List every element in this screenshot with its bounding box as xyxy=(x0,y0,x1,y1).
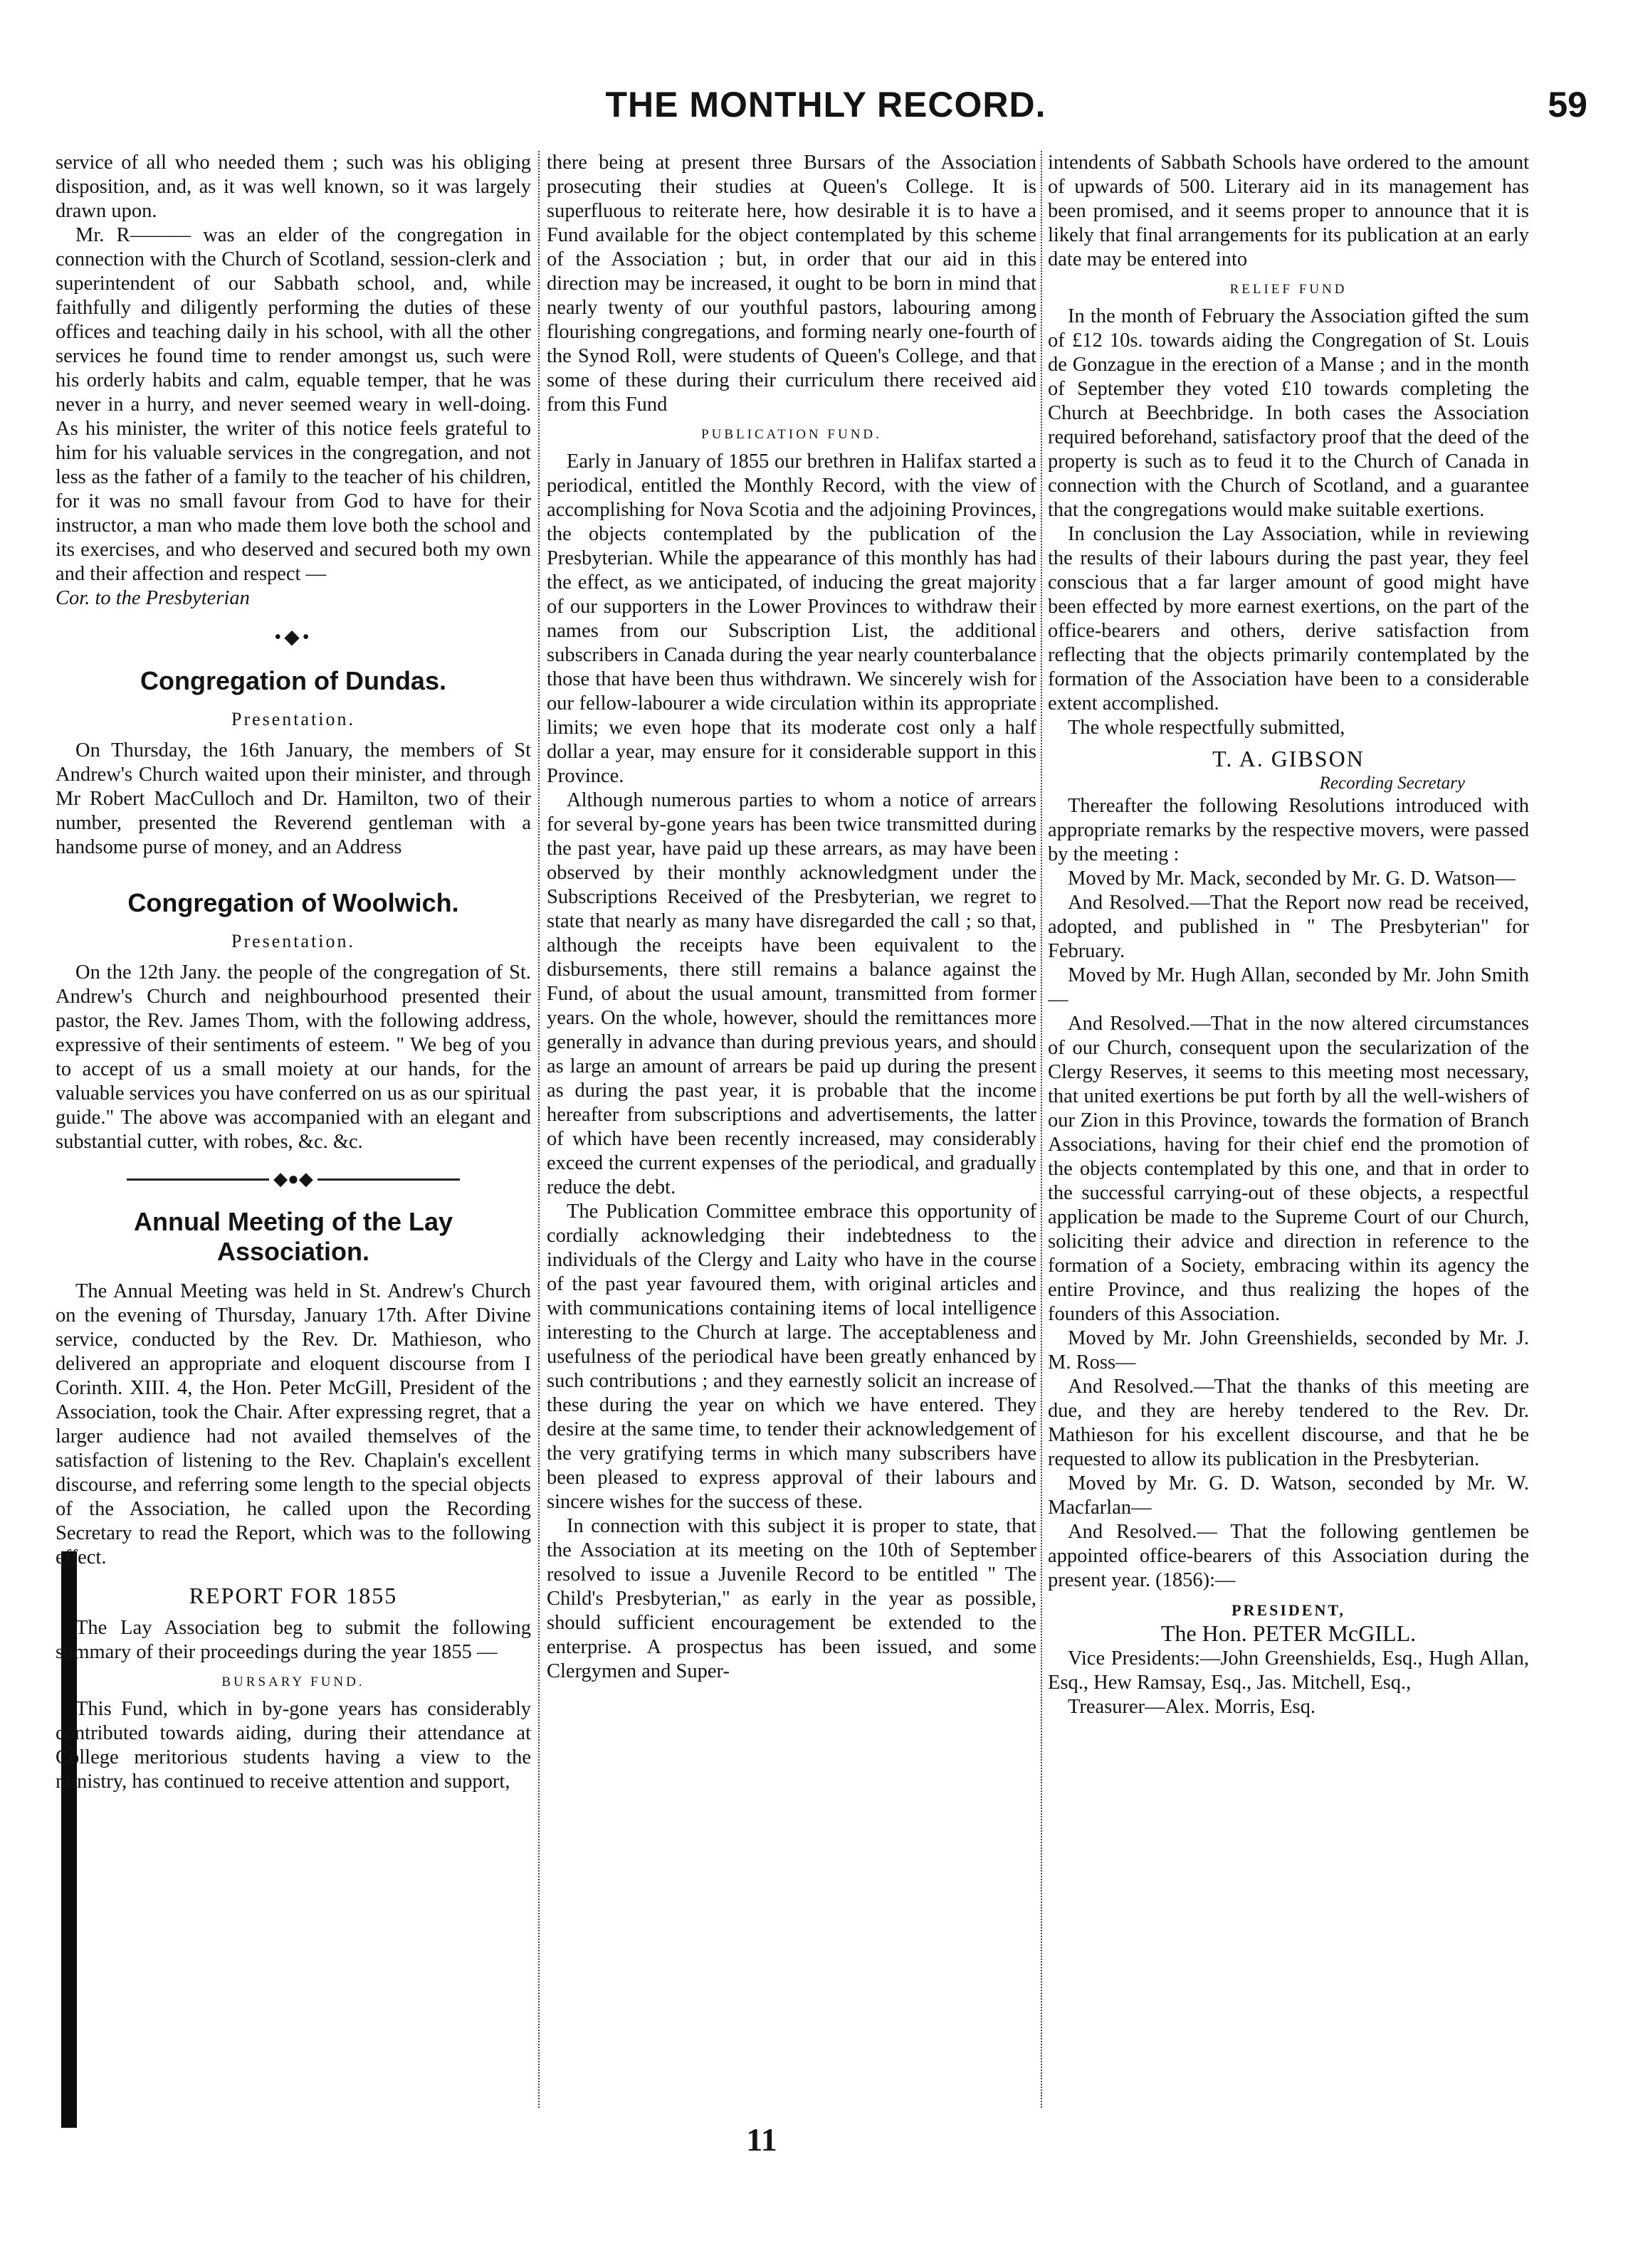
woolwich-paragraph: On the 12th Jany. the people of the congregation of St. Andrew's Church and neighbourhood presented their pastor, the Rev. James Thom, with the following address, expressive of their sentiments of esteem. " We beg of you to accept of us a small moiety at our hands, for the valuable services you have conferred on us as our spiritual guide." The above was accompanied with an elegant and substantial cutter, with robes, &c. &c. xyxy=(56,961,531,1153)
ornament-center: ◆●◆ xyxy=(273,1169,313,1189)
column-rule-2 xyxy=(1041,151,1042,2108)
motion-2: Moved by Mr. Hugh Allan, seconded by Mr. John Smith— xyxy=(1048,964,1529,1011)
column-rule-1 xyxy=(538,151,540,2108)
resolution-1: And Resolved.—That the Report now read be received, adopted, and published in " The Presbyterian" for February. xyxy=(1048,892,1529,962)
publication-paragraph-3: The Publication Committee embrace this opportunity of cordially acknowledging their indebtedness to the individuals of the Clergy and Laity who have in the course of the past year favoured them, with original articles and with communications containing items of local intelligence interesting to the Church at large. The acceptableness and usefulness of the periodical have been greatly enhanced by such contributions ; and they earnestly solicit an increase of these during the year on which we have entered. They desire at the same time, to tender their acknowledgement of the very gratifying terms in which many subscribers have been pleased to express approval of their labours and sincere wishes for the success of these. xyxy=(547,1201,1036,1513)
signature-title: Recording Secretary xyxy=(1319,774,1465,793)
relief-heading: RELIEF FUND xyxy=(1229,282,1348,297)
lay-association-heading: Annual Meeting of the Lay Association. xyxy=(133,1207,453,1266)
president-title: PRESIDENT, xyxy=(1231,1601,1345,1619)
motion-3: Moved by Mr. John Greenshields, seconded by Mr. J. M. Ross— xyxy=(1048,1327,1529,1373)
obituary-source-text: Cor. to the Presbyterian xyxy=(56,587,250,609)
column-3 xyxy=(1048,151,1529,2115)
obituary-paragraph-1: service of all who needed them ; such was his obliging disposition, and, as it was well known, so it was largely drawn upon. xyxy=(56,152,531,222)
report-paragraph: The Lay Association beg to submit the following summary of their proceedings during the year 1855 — xyxy=(56,1617,531,1663)
ornament-dash-right xyxy=(317,1178,460,1181)
publication-heading: PUBLICATION FUND. xyxy=(701,427,882,442)
obituary-paragraph-2: Mr. R——— was an elder of the congregation in connection with the Church of Scotland, session-clerk and superintendent of our Sabbath school, and, while faithfully and diligently performing the duties of these offices and teaching daily in his school, with all the other services he found time to render amongst us, such were his orderly habits and calm, equable temper, that he was never in a hurry, and never seemed weary in well-doing. As his minister, the writer of this notice feels grateful to him for his valuable services in the congregation, and not less as the father of a family to the teacher of his children, for it was no small favour from God to have for their instructor, a man who made them love both the school and its exercises, and who deserved and secured both my own and their affection and respect — xyxy=(56,224,531,585)
page-header xyxy=(0,84,1628,141)
running-title: THE MONTHLY RECORD. xyxy=(605,85,1046,125)
signature-mark: 11 xyxy=(746,2121,777,2158)
obituary-source xyxy=(56,586,531,611)
submitted-line: The whole respectfully submitted, xyxy=(1068,717,1345,739)
section-ornament-line xyxy=(56,1169,531,1190)
resolutions-intro: Thereafter the following Resolutions introduced with appropriate remarks by the respective movers, were passed by the meeting : xyxy=(1048,795,1529,865)
publication-continued-paragraph: intendents of Sabbath Schools have ordered to the amount of upwards of 500. Literary aid in its management has been promised, and it seems proper to announce that it is likely that final arrangements for its publication at an early date may be entered into xyxy=(1048,152,1529,270)
signature-name: T. A. GIBSON xyxy=(1212,746,1365,771)
publication-paragraph-2: Although numerous parties to whom a notice of arrears for several by-gone years has been twice transmitted during the past year, have paid up these arrears, as may have been observed by their monthly acknowledgment under the Subscriptions Received of the Presbyterian, we regret to state that nearly as many have disregarded the call ; so that, although the receipts have been equivalent to the disbursements, there still remains a balance against the Fund, of about the usual amount, transmitted from former years. On the whole, however, should the remittances more generally in advance than during previous years, and should as large an amount of arrears be paid up during the present as during the past year, it is probable that the income hereafter from subscriptions and advertisements, the latter of which have been recently increased, may considerably exceed the current expenses of the periodical, and gradually reduce the debt. xyxy=(547,789,1036,1198)
resolution-3: And Resolved.—That the thanks of this meeting are due, and they are hereby tendered to the Rev. Dr. Mathieson for his excellent discourse, and that he be requested to allow its publication in the Presbyterian. xyxy=(1048,1376,1529,1470)
report-heading: REPORT FOR 1855 xyxy=(189,1583,398,1608)
woolwich-subheading: Presentation. xyxy=(231,931,356,951)
vice-presidents: Vice Presidents:—John Greenshields, Esq., Hugh Allan, Esq., Hew Ramsay, Esq., Jas. Mitchell, Esq., xyxy=(1048,1647,1529,1694)
dundas-heading: Congregation of Dundas. xyxy=(140,666,446,695)
treasurer: Treasurer—Alex. Morris, Esq. xyxy=(1068,1696,1316,1718)
president-name: The Hon. PETER McGILL. xyxy=(1160,1620,1417,1646)
dundas-paragraph: On Thursday, the 16th January, the members of St Andrew's Church waited upon their minister, and through Mr Robert MacCulloch and Dr. Hamilton, two of their number, presented the Reverend gentleman with a handsome purse of money, and an Address xyxy=(56,739,531,858)
bursary-paragraph: This Fund, which in by-gone years has considerably contributed towards aiding, during their attendance at College meritorious students having a view to the ministry, has continued to receive attention and support, xyxy=(56,1698,531,1793)
bursary-continued-paragraph: there being at present three Bursars of the Association prosecuting their studies at Queen's College. It is superfluous to reiterate here, how desirable it is to have a Fund available for the object contemplated by this scheme of the Association ; but, in order that our aid in this direction may be increased, it ought to be born in mind that nearly twenty of our youthful pastors, labouring among flourishing congregations, and forming nearly one-fourth of the Synod Roll, were students of Queen's College, and that some of these during their curriculum there received aid from this Fund xyxy=(547,152,1036,416)
page-number: 59 xyxy=(1548,85,1587,125)
section-ornament: •◆• xyxy=(274,626,313,648)
relief-paragraph-1: In the month of February the Association gifted the sum of £12 10s. towards aiding the Congregation of St. Louis de Gonzague in the erection of a Manse ; and in the month of September they voted £10 towards completing the Church at Beechbridge. In both cases the Association required beforehand, satisfactory proof that the deed of the property is such as to feud it to the Church of Canada in connection with the Church of Scotland, and a guarantee that the congregations would make suitable exertions. xyxy=(1048,305,1529,521)
relief-paragraph-2: In conclusion the Lay Association, while in reviewing the results of their labours during the past year, they feel conscious that a far larger amount of good might have been effected by more earnest exertions, on the part of the office-bearers and others, derive satisfaction from reflecting that the objects primarily contemplated by the formation of the Association have been to a considerable extent accomplished. xyxy=(1048,523,1529,714)
column-2 xyxy=(547,151,1036,2115)
column-1 xyxy=(56,151,531,2115)
lay-association-paragraph: The Annual Meeting was held in St. Andrew's Church on the evening of Thursday, January 17th. After Divine service, conducted by the Rev. Dr. Mathieson, who delivered an appropriate and eloquent discourse from I Corinth. XIII. 4, the Hon. Peter McGill, President of the Association, took the Chair. After expressing regret, that a larger audience had not availed themselves of the satisfaction of listening to the Rev. Chaplain's excellent discourse, and referring some length to the special objects of the Association, he called upon the Recording Secretary to read the Report, which was to the following effect. xyxy=(56,1280,531,1568)
dundas-subheading: Presentation. xyxy=(231,709,356,729)
motion-1: Moved by Mr. Mack, seconded by Mr. G. D. Watson— xyxy=(1068,867,1516,890)
resolution-4: And Resolved.— That the following gentlemen be appointed office-bearers of this Association during the present year. (1856):— xyxy=(1048,1521,1529,1591)
publication-paragraph-4: In connection with this subject it is proper to state, that the Association at its meeting on the 10th of September resolved to issue a Juvenile Record to be entitled " The Child's Presbyterian," as early in the year as possible, should sufficient encouragement be extended to the enterprise. A prospectus has been issued, and some Clergymen and Super- xyxy=(547,1515,1036,1682)
bursary-heading: BURSARY FUND. xyxy=(221,1674,365,1689)
resolution-2: And Resolved.—That in the now altered circumstances of our Church, consequent upon the secularization of the Clergy Reserves, it seems to this meeting most necessary, that united exertions be put forth by all the well-wishers of our Zion in this Province, towards the formation of Branch Associations, having for their chief end the promotion of the objects contemplated by this one, and that in order to the successful carrying-out of these objects, a respectful application be made to the Supreme Court of our Church, soliciting their advice and direction in reference to the formation of a Society, embracing within its agency the entire Province, and thus realizing the hopes of the founders of this Association. xyxy=(1048,1013,1529,1325)
ornament-dash-left xyxy=(127,1178,269,1181)
woolwich-heading: Congregation of Woolwich. xyxy=(127,888,459,917)
publication-paragraph-1: Early in January of 1855 our brethren in Halifax started a periodical, entitled the Monthly Record, with the view of accomplishing for Nova Scotia and the adjoining Provinces, the objects contemplated by the publication of the Presbyterian. While the appearance of this monthly has had the effect, as we anticipated, of inducing the great majority of our supporters in the Lower Provinces to withdraw their names from our Subscription List, the additional subscribers in Canada during the year nearly counterbalance those that have been thus withdrawn. We sincerely wish for our fellow-labourer a wide circulation within its appropriate limits; we even hope that its moderate cost only a half dollar a year, may ensure for it considerable support in this Province. xyxy=(547,450,1036,787)
motion-4: Moved by Mr. G. D. Watson, seconded by Mr. W. Macfarlan— xyxy=(1048,1472,1529,1519)
